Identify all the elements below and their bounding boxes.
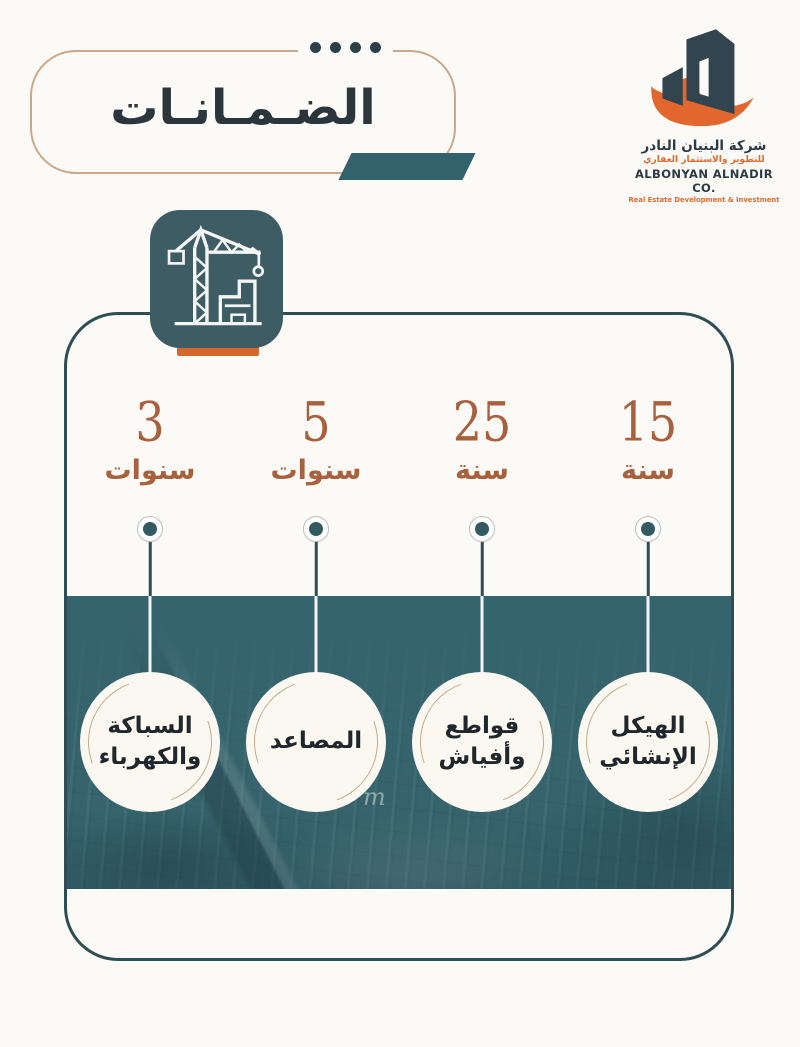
warranty-bubble [412,672,552,812]
duration-unit: سنوات [104,455,196,486]
warranty-label: الهيكل الإنشائي [599,712,697,770]
connector-line [149,596,152,680]
warranty-bubble [246,672,386,812]
building-logo-icon [644,24,764,136]
connector-line [315,542,318,598]
logo-tagline-ar: للتطوير والاستثمار العقاري [643,155,765,165]
warranty-bubble [80,672,220,812]
logo-company-name-en: ALBONYAN ALNADIR CO. [635,167,773,195]
photo-watermark: m [363,783,386,811]
warranty-item-structure [565,315,731,958]
timeline-dot-icon [635,516,661,542]
warranty-label: قواطع وأفياش [438,712,526,770]
title-dots-decoration [298,38,393,56]
accent-parallelogram [338,153,475,180]
crane-icon [161,221,273,337]
dot-icon [350,42,361,53]
logo-tagline-en: Real Estate Development & Investment [628,196,780,204]
warranty-columns [67,315,731,958]
company-logo [626,24,782,204]
timeline-dot-icon [469,516,495,542]
timeline-dot-icon [137,516,163,542]
timeline-dot-icon [303,516,329,542]
dot-icon [370,42,381,53]
construction-badge [150,210,283,348]
duration-unit: سنة [621,455,675,486]
duration-unit: سنة [455,455,509,486]
connector-line [481,596,484,680]
connector-line [149,542,152,598]
warranties-panel [64,312,734,961]
duration-value: 25 [452,390,512,454]
duration-value: 15 [618,390,678,454]
warranty-item-elevators [233,315,399,958]
warranty-item-plumbing-electricity [67,315,233,958]
warranty-label: السباكة والكهرباء [98,712,202,770]
duration-value: 3 [135,390,165,454]
connector-line [647,542,650,598]
connector-line [315,596,318,680]
page-title: الضـمـانـات [110,80,376,136]
logo-company-name-ar: شركة البنيان النادر [641,138,767,154]
dot-icon [330,42,341,53]
warranty-label: المصاعد [269,728,363,755]
dot-icon [310,42,321,53]
connector-line [647,596,650,680]
connector-line [481,542,484,598]
warranty-bubble [578,672,718,812]
duration-unit: سنوات [270,455,362,486]
warranty-item-breakers-sockets [399,315,565,958]
duration-value: 5 [301,390,331,454]
